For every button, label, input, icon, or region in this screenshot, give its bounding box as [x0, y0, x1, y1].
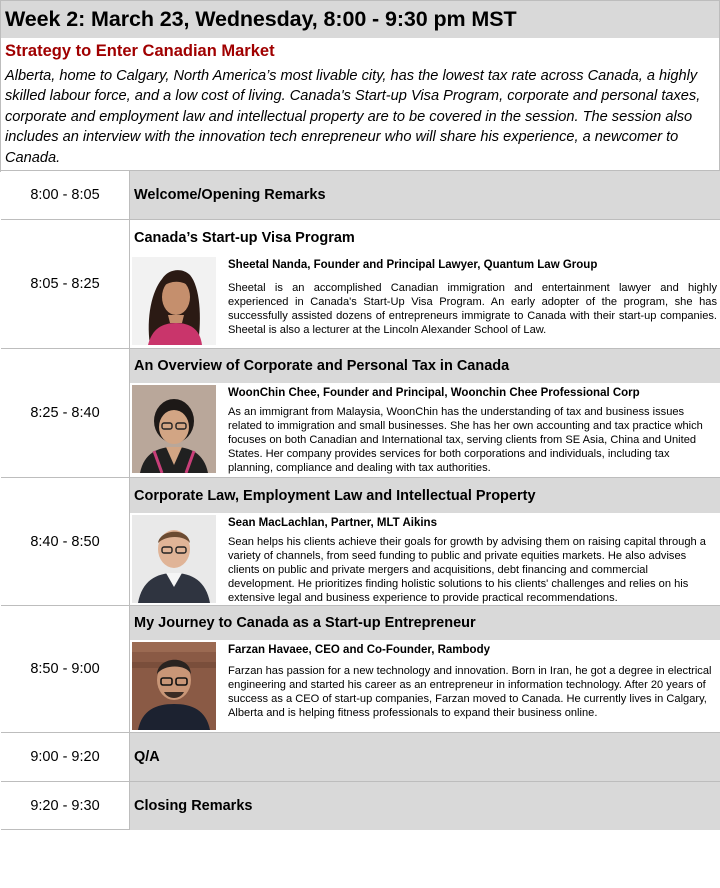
speaker-name: Sean MacLachlan, Partner, MLT Aikins [228, 517, 437, 529]
agenda-time: 8:25 - 8:40 [1, 349, 130, 477]
agenda-topic: My Journey to Canada as a Start-up Entrepreneur [130, 606, 720, 640]
speaker-bio: Farzan has passion for a new technology and innovation. Born in Iran, he got a degree in electrical engineering and started his career as an entrepreneur in information technology. After 20 years of success as a CEO of start-up companies, Farzan moved to Canada. He currently lives in Calgary, Alberta and is helping fitness professionals to expand their business online. [228, 665, 712, 720]
agenda-time: 8:00 - 8:05 [1, 171, 130, 219]
speaker-bio: Sheetal is an accomplished Canadian immigration and entertainment lawyer and highly experienced in Canada's Start-Up Visa Program. An early adopter of the program, she has successfully assisted dozens of entrepreneurs immigrate to Canada with their start-up companies. Sheetal is also a lecturer at the Lincoln Alexander School of Law. [228, 282, 717, 337]
agenda-topic: Welcome/Opening Remarks [130, 171, 720, 219]
intro-paragraph: Alberta, home to Calgary, North America’s most livable city, has the lowest tax rate across Canada, a highly skilled labour force, and a low cost of living. Canada's Start-up Visa Program, corporate and personal taxes, corporate and employment law and intellectual property are to be covered in the session. The session also includes an interview with the innovation tech enrepreneur who will share his experience, a newcomer to Canada. [5, 68, 701, 166]
agenda-time: 9:00 - 9:20 [1, 733, 130, 781]
agenda-row-startup-visa [1, 219, 720, 348]
speaker-name: Farzan Havaee, CEO and Co-Founder, Rambody [228, 644, 490, 656]
agenda-time: 8:40 - 8:50 [1, 478, 130, 605]
speaker-block [130, 513, 720, 605]
agenda-topic: Closing Remarks [130, 782, 720, 830]
speaker-photo [132, 642, 216, 730]
agenda-row-tax [1, 348, 720, 477]
agenda-topic: Corporate Law, Employment Law and Intellectual Property [130, 478, 720, 513]
agenda-row-corporate-law [1, 477, 720, 605]
agenda-time: 9:20 - 9:30 [1, 782, 130, 829]
agenda-row-welcome [1, 170, 720, 219]
agenda-topic: Canada’s Start-up Visa Program [130, 220, 720, 255]
page-title: Week 2: March 23, Wednesday, 8:00 - 9:30 pm MST [1, 1, 719, 38]
speaker-block [130, 255, 720, 348]
agenda-time: 8:50 - 9:00 [1, 606, 130, 732]
speaker-photo [132, 515, 216, 603]
speaker-photo [132, 257, 216, 345]
agenda-row-qa [1, 732, 720, 781]
agenda-topic: An Overview of Corporate and Personal Tax in Canada [130, 349, 720, 383]
agenda-row-journey [1, 605, 720, 732]
speaker-bio: As an immigrant from Malaysia, WoonChin has the understanding of tax and business issues related to immigration and small businesses. She has her own accounting and tax practice which focuses on both Canadian and International tax, serving clients from SE Asia, China and United States. Her company provides services for both corporations and individuals, including tax planning, compliance and dealing with tax authorities. [228, 406, 703, 475]
agenda-topic: Q/A [130, 733, 720, 781]
speaker-block [130, 383, 720, 477]
week-header [0, 0, 720, 172]
agenda-row-closing [1, 781, 720, 830]
session-subtitle: Strategy to Enter Canadian Market [5, 42, 275, 60]
speaker-name: Sheetal Nanda, Founder and Principal Lawyer, Quantum Law Group [228, 259, 598, 271]
speaker-name: WoonChin Chee, Founder and Principal, Woonchin Chee Professional Corp [228, 387, 640, 399]
speaker-bio: Sean helps his clients achieve their goals for growth by advising them on raising capital through a variety of channels, from seed funding to public and private equities markets. He also advises clients on public and private mergers and acquisitions, debt financing and commercial development. He prioritizes finding holistic solutions to his clients' challenges and relies on his extensive legal and business experience to provide practical recommendations. [228, 536, 706, 605]
speaker-block [130, 640, 720, 732]
agenda-time: 8:05 - 8:25 [1, 220, 130, 348]
speaker-photo [132, 385, 216, 473]
